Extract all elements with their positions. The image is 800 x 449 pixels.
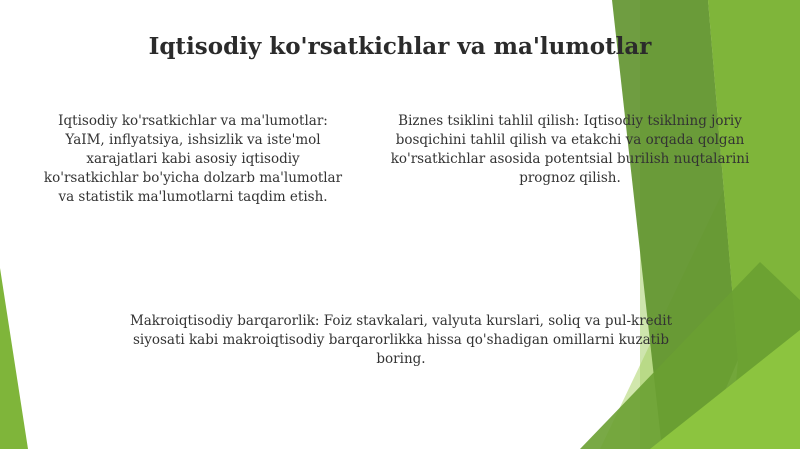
left-edge-shape bbox=[0, 268, 28, 449]
slide-title: Iqtisodiy ko'rsatkichlar va ma'lumotlar bbox=[148, 33, 652, 60]
text-block-economic-indicators: Iqtisodiy ko'rsatkichlar va ma'lumotlar: YaIM, inflyatsiya, ishsizlik va iste'mol xarajatlari kabi asosiy iqtisodiy ko'rsatkichlar bo'yicha dolzarb ma'lumotlar va statistik ma'lumotlarni taqdim etish. bbox=[43, 113, 343, 205]
text-block-macro-stability: Makroiqtisodiy barqarorlik: Foiz stavkalari, valyuta kurslari, soliq va pul-kredit siyosati kabi makroiqtisodiy barqarorlikka hissa qo'shadigan omillarni kuzatib boring. bbox=[129, 313, 673, 367]
text-block-business-cycle: Biznes tsiklini tahlil qilish: Iqtisodiy tsiklning joriy bosqichini tahlil qilish va etakchi va orqada qolgan ko'rsatkichlar asosida potentsial burilish nuqtalarini prognoz qilish. bbox=[390, 113, 750, 186]
